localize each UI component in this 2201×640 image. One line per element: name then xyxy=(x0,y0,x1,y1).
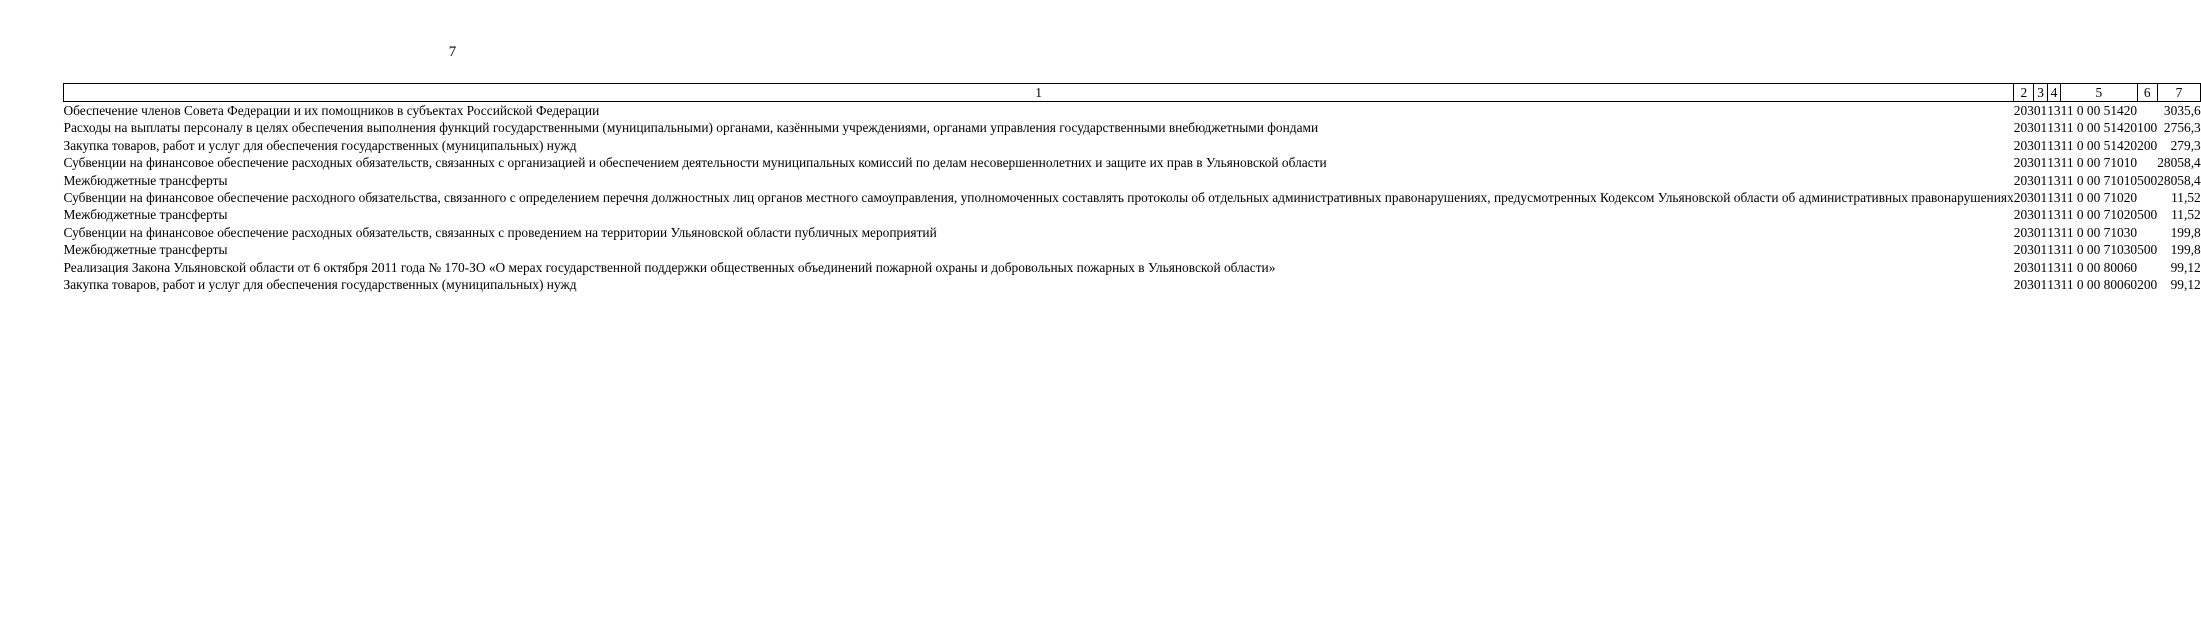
row-subsection-code: 13 xyxy=(2047,103,2061,118)
row-section-code: 01 xyxy=(2033,137,2048,153)
row-subsection-code: 13 xyxy=(2047,207,2061,223)
column-header: 6 xyxy=(2137,84,2157,102)
row-description: Межбюджетные трансферты xyxy=(63,242,228,258)
row-amount: 28058,4 xyxy=(2157,155,2201,171)
row-subsection-code: 13 xyxy=(2047,120,2061,136)
row-target-article: 11 0 00 71010 xyxy=(2060,155,2138,171)
row-amount: 199,8 xyxy=(2170,224,2201,240)
row-section-code: 01 xyxy=(2033,103,2048,118)
row-expense-type: 200 xyxy=(2137,277,2158,293)
row-expense-type xyxy=(2137,259,2157,276)
table-row xyxy=(64,259,2201,276)
row-ministry-code: 203 xyxy=(2013,277,2034,293)
row-subsection-code: 13 xyxy=(2047,277,2061,293)
row-section-code: 01 xyxy=(2033,242,2048,258)
row-amount: 28058,4 xyxy=(2157,172,2201,188)
row-section-code: 01 xyxy=(2033,172,2048,188)
row-ministry-code: 203 xyxy=(2013,207,2034,223)
row-expense-type: 500 xyxy=(2137,207,2158,223)
row-subsection-code: 13 xyxy=(2047,224,2061,240)
row-section-code: 01 xyxy=(2033,120,2048,136)
row-section-code: 01 xyxy=(2033,224,2048,240)
row-target-article: 11 0 00 80060 xyxy=(2060,277,2138,293)
table-row xyxy=(64,154,2201,171)
row-target-article: 11 0 00 71030 xyxy=(2060,242,2138,258)
row-target-article: 11 0 00 51420 xyxy=(2060,137,2138,153)
row-ministry-code: 203 xyxy=(2013,137,2034,153)
table-row xyxy=(64,172,2201,189)
row-ministry-code: 203 xyxy=(2013,155,2034,171)
column-header: 7 xyxy=(2157,84,2201,102)
row-ministry-code: 203 xyxy=(2013,120,2034,136)
row-amount: 99,12 xyxy=(2170,277,2201,293)
row-expense-type xyxy=(2137,224,2157,241)
column-header-row xyxy=(64,84,2201,102)
row-target-article: 11 0 00 80060 xyxy=(2060,259,2138,275)
row-target-article: 11 0 00 51420 xyxy=(2060,103,2138,118)
row-target-article: 11 0 00 71020 xyxy=(2060,207,2138,223)
row-description: Реализация Закона Ульяновской области от 6 октября 2011 года № 170-ЗО «О мерах государственной поддержки общественных объединений пожарной охраны и добровольных пожарных в Ульяновской области» xyxy=(63,259,1276,275)
column-header: 3 xyxy=(2034,84,2047,102)
row-description: Субвенции на финансовое обеспечение расходных обязательств, связанных с проведением на территории Ульяновской области публичных мероприятий xyxy=(63,224,937,240)
row-subsection-code: 13 xyxy=(2047,242,2061,258)
row-subsection-code: 13 xyxy=(2047,155,2061,171)
row-section-code: 01 xyxy=(2033,190,2048,206)
row-amount: 279,3 xyxy=(2170,137,2201,153)
row-ministry-code: 203 xyxy=(2013,242,2034,258)
row-expense-type: 200 xyxy=(2137,137,2158,153)
row-description: Расходы на выплаты персоналу в целях обеспечения выполнения функций государственными (муниципальными) органами, казёнными учреждениями, органами управления государственными внебюджетными фондами xyxy=(63,120,1319,136)
row-description: Закупка товаров, работ и услуг для обеспечения государственных (муниципальных) нужд xyxy=(63,137,577,153)
row-description: Межбюджетные трансферты xyxy=(63,172,228,188)
row-description: Обеспечение членов Совета Федерации и их помощников в субъектах Российской Федерации xyxy=(63,103,600,118)
row-subsection-code: 13 xyxy=(2047,190,2061,206)
budget-table xyxy=(63,83,2201,293)
row-section-code: 01 xyxy=(2033,207,2048,223)
row-section-code: 01 xyxy=(2033,277,2048,293)
row-expense-type: 500 xyxy=(2137,242,2158,258)
row-target-article: 11 0 00 71030 xyxy=(2060,224,2138,240)
row-amount: 3035,6 xyxy=(2163,103,2201,118)
row-expense-type xyxy=(2137,154,2157,171)
column-header: 5 xyxy=(2061,84,2138,102)
row-ministry-code: 203 xyxy=(2013,224,2034,240)
table-row xyxy=(64,102,2201,120)
column-header: 1 xyxy=(64,84,2014,102)
row-ministry-code: 203 xyxy=(2013,190,2034,206)
table-row xyxy=(64,119,2201,136)
row-target-article: 11 0 00 51420 xyxy=(2060,120,2138,136)
row-amount: 11,52 xyxy=(2171,207,2201,223)
column-header: 2 xyxy=(2014,84,2034,102)
row-description: Субвенции на финансовое обеспечение расходного обязательства, связанного с определением перечня должностных лиц органов местного самоуправления, уполномоченных составлять протоколы об отдельных административных правонарушениях, предусмотренных Кодексом Ульяновской области об административных правонарушениях xyxy=(63,190,2014,206)
row-section-code: 01 xyxy=(2033,259,2048,275)
row-expense-type xyxy=(2137,102,2157,120)
table-row xyxy=(64,137,2201,154)
row-subsection-code: 13 xyxy=(2047,137,2061,153)
row-amount: 2756,3 xyxy=(2163,120,2201,136)
row-target-article: 11 0 00 71010 xyxy=(2060,172,2138,188)
row-ministry-code: 203 xyxy=(2013,103,2034,118)
table-row xyxy=(64,224,2201,241)
row-amount: 99,12 xyxy=(2170,259,2201,275)
row-amount: 11,52 xyxy=(2171,190,2201,206)
row-expense-type xyxy=(2137,189,2157,206)
row-expense-type: 500 xyxy=(2137,172,2158,188)
row-description: Закупка товаров, работ и услуг для обеспечения государственных (муниципальных) нужд xyxy=(63,277,577,293)
row-description: Субвенции на финансовое обеспечение расходных обязательств, связанных с организацией и обеспечением деятельности муниципальных комиссий по делам несовершеннолетних и защите их прав в Ульяновской области xyxy=(63,155,1327,171)
row-target-article: 11 0 00 71020 xyxy=(2060,190,2138,206)
row-ministry-code: 203 xyxy=(2013,172,2034,188)
row-ministry-code: 203 xyxy=(2013,259,2034,275)
table-row xyxy=(64,189,2201,206)
row-section-code: 01 xyxy=(2033,155,2048,171)
row-description: Межбюджетные трансферты xyxy=(63,207,228,223)
table-row xyxy=(64,276,2201,293)
row-amount: 199,8 xyxy=(2170,242,2201,258)
column-header: 4 xyxy=(2047,84,2060,102)
table-row xyxy=(64,241,2201,258)
row-subsection-code: 13 xyxy=(2047,172,2061,188)
row-expense-type: 100 xyxy=(2137,120,2158,136)
page-number: 7 xyxy=(448,44,457,60)
row-subsection-code: 13 xyxy=(2047,259,2061,275)
table-row xyxy=(64,206,2201,223)
